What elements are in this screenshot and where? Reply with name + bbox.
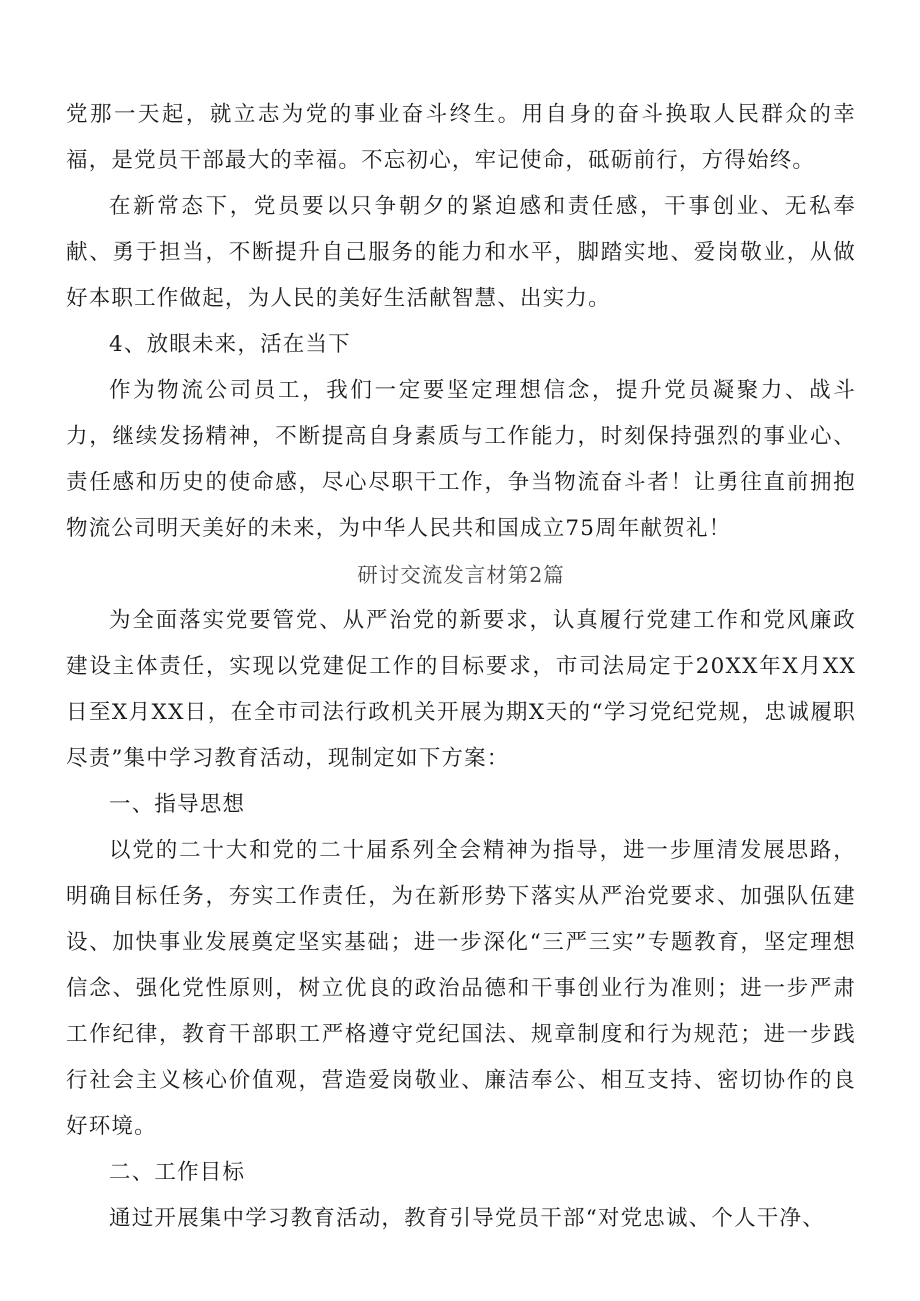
document-body — [66, 92, 856, 1242]
heading-look-to-future: 4、放眼未来，活在当下 — [109, 332, 351, 357]
paragraph-logistics-employees: 作为物流公司员工，我们一定要坚定理想信念，提升党员凝聚力、战斗力，继续发扬精神，不断提高自身素质与工作能力，时刻保持强烈的事业心、责任感和历史的使命感，尽心尽职干工作，争当物流奋斗者！让勇往直前拥抱物流公司明天美好的未来，为中华人民共和国成立75周年献贺礼！ — [66, 378, 856, 541]
section-title-part-2: 研讨交流发言材第2篇 — [357, 563, 565, 587]
paragraph-continuation: 党那一天起，就立志为党的事业奋斗终生。用自身的奋斗换取人民群众的幸福，是党员干部最大的幸福。不忘初心，牢记使命，砥砺前行，方得始终。 — [66, 102, 856, 173]
paragraph-intro-plan: 为全面落实党要管党、从严治党的新要求，认真履行党建工作和党风廉政建设主体责任，实现以党建促工作的目标要求，市司法局定于20XX年X月XX日至X月XX日，在全市司法行政机关开展为期X天的“学习党纪党规，忠诚履职尽责”集中学习教育活动，现制定如下方案： — [66, 608, 856, 771]
paragraph-guiding-ideology: 以党的二十大和党的二十届系列全会精神为指导，进一步厘清发展思路，明确目标任务，夯实工作责任，为在新形势下落实从严治党要求、加强队伍建设、加快事业发展奠定坚实基础；进一步深化“三严三实”专题教育，坚定理想信念、强化党性原则，树立优良的政治品德和干事创业行为准则；进一步严肃工作纪律，教育干部职工严格遵守党纪国法、规章制度和行为规范；进一步践行社会主义核心价值观，营造爱岗敬业、廉洁奉公、相互支持、密切协作的良好环境。 — [66, 838, 856, 1139]
heading-work-goals: 二、工作目标 — [109, 1160, 246, 1185]
paragraph-work-goals: 通过开展集中学习教育活动，教育引导党员干部“对党忠诚、个人干净、 — [109, 1206, 825, 1231]
paragraph-new-normal: 在新常态下，党员要以只争朝夕的紧迫感和责任感，干事创业、无私奉献、勇于担当，不断提升自己服务的能力和水平，脚踏实地、爱岗敬业，从做好本职工作做起，为人民的美好生活献智慧、出实力。 — [66, 194, 856, 311]
heading-guiding-ideology: 一、指导思想 — [109, 792, 246, 817]
